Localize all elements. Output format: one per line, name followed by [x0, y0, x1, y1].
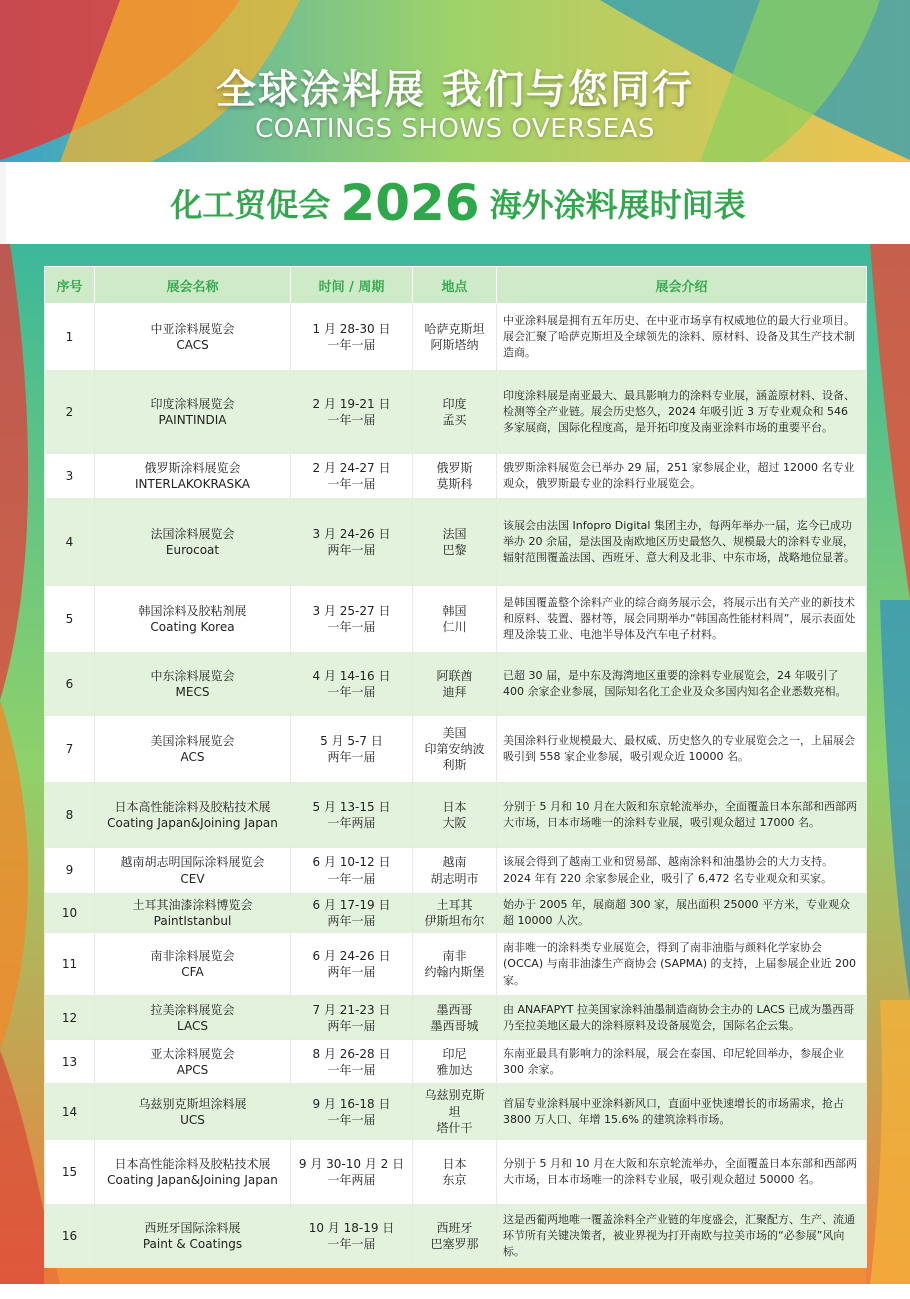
- cell-date: [291, 783, 413, 848]
- cell-name: [95, 848, 291, 894]
- location-country: 俄罗斯: [436, 460, 473, 475]
- exhibition-description: 始办于 2005 年，展商超 300 家，展出面积 25000 平方米，专业观众超 10000 人次。: [503, 898, 850, 928]
- location-city: 迪拜: [442, 685, 467, 699]
- cell-date: [291, 304, 413, 371]
- location-country: 土耳其: [436, 898, 473, 912]
- cell-description: [497, 499, 867, 586]
- row-number: 11: [61, 957, 78, 972]
- exhibition-name-cn: 越南胡志明国际涂料展览会: [120, 855, 265, 870]
- cell-date: [291, 1140, 413, 1205]
- exhibition-date: 9 月 16-18 日: [312, 1096, 391, 1111]
- table-row: [45, 996, 867, 1040]
- location-city: 巴塞罗那: [430, 1237, 479, 1252]
- cell-description: [497, 653, 867, 716]
- row-number: 9: [65, 863, 74, 878]
- cell-name: [95, 1084, 291, 1140]
- location-country: 墨西哥: [436, 1002, 473, 1017]
- location-country: 阿联酋: [436, 668, 473, 683]
- cell-location: [413, 716, 497, 783]
- location-city: 约翰内斯堡: [424, 965, 485, 980]
- location-country: 美国: [442, 725, 467, 740]
- cell-number: [45, 1205, 95, 1268]
- exhibition-date: 6 月 10-12 日: [312, 855, 391, 870]
- cell-date: [291, 586, 413, 653]
- exhibition-name-cn: 拉美涂料展览会: [150, 1002, 235, 1017]
- location-city: 巴黎: [442, 543, 467, 557]
- table-row: [45, 1205, 867, 1268]
- cell-location: [413, 933, 497, 996]
- exhibition-description: 该展会得到了越南工业和贸易部、越南涂料和油墨协会的大力支持。2024 年有 220 余家参展企业，吸引了 6,472 名专业观众和买家。: [503, 855, 833, 885]
- exhibition-description: 东南亚最具有影响力的涂料展，展会在泰国、印尼轮回举办，参展企业 300 余家。: [503, 1046, 844, 1076]
- table-row: [45, 783, 867, 848]
- table-row: [45, 716, 867, 783]
- cell-name: [95, 499, 291, 586]
- exhibition-date: 3 月 25-27 日: [312, 603, 391, 618]
- cell-description: [497, 1140, 867, 1205]
- cell-location: [413, 1205, 497, 1268]
- exhibition-description: 是韩国覆盖整个涂料产业的综合商务展示会，将展示出有关产业的新技术和原料、装置、器材等，展会同期举办“韩国高性能材料周”，展示表面处理及涂装工业、电池半导体及汽车电子材料。: [503, 595, 856, 642]
- table-row: [45, 371, 867, 454]
- exhibition-name-cn: 乌兹别克斯坦涂料展: [138, 1096, 247, 1111]
- location-city: 雅加达: [436, 1062, 473, 1077]
- exhibition-description: 中亚涂料展是拥有五年历史、在中亚市场享有权威地位的最大行业项目。展会汇聚了哈萨克斯坦及全球领先的涂料、原材料、设备及其生产技术制造商。: [503, 313, 855, 360]
- location-country: 越南: [442, 855, 467, 870]
- exhibition-name-cn: 亚太涂料展览会: [150, 1046, 235, 1061]
- cell-location: [413, 996, 497, 1040]
- exhibition-cycle: 两年一届: [327, 965, 376, 980]
- exhibition-cycle: 一年两届: [327, 816, 376, 830]
- location-city: 孟买: [442, 413, 467, 427]
- exhibition-schedule-table: [44, 266, 867, 1268]
- row-number: 15: [61, 1164, 78, 1179]
- column-header: 时间 / 周期: [291, 267, 413, 304]
- exhibition-cycle: 一年一届: [327, 1062, 376, 1077]
- cell-location: [413, 1084, 497, 1140]
- table-row: [45, 1140, 867, 1205]
- cell-description: [497, 716, 867, 783]
- location-city: 墨西哥城: [430, 1018, 479, 1033]
- cell-name: [95, 933, 291, 996]
- exhibition-date: 8 月 26-28 日: [312, 1046, 391, 1061]
- exhibition-description: 这是西葡两地唯一覆盖涂料全产业链的年度盛会，汇聚配方、生产、流通环节所有关键决策者，被业界视为打开南欧与拉美市场的“必参展”风向标。: [503, 1212, 855, 1259]
- cell-name: [95, 783, 291, 848]
- exhibition-name-cn: 中亚涂料展览会: [150, 321, 235, 336]
- row-number: 14: [61, 1104, 78, 1119]
- exhibition-date: 6 月 17-19 日: [312, 898, 391, 912]
- exhibition-date: 5 月 13-15 日: [312, 799, 391, 814]
- exhibition-name-en: CEV: [180, 871, 205, 886]
- row-number: 7: [65, 741, 74, 756]
- exhibition-description: 分别于 5 月和 10 月在大阪和东京轮流举办，全面覆盖日本东部和西部两大市场，日本市场唯一的涂料专业展，吸引观众超过 50000 名。: [503, 1156, 857, 1187]
- cell-date: [291, 894, 413, 933]
- cell-date: [291, 1040, 413, 1084]
- exhibition-description: 印度涂料展是南亚最大、最具影响力的涂料专业展，涵盖原材料、设备、检测等全产业链。展会历史悠久，2024 年吸引近 3 万专业观众和 546 多家展商，国际化程度高，是开拓印度及南亚涂料市场的重要平台。: [503, 388, 855, 435]
- cell-description: [497, 1205, 867, 1268]
- column-header: 地点: [413, 267, 497, 304]
- row-number: 2: [65, 404, 74, 419]
- exhibition-name-en: ACS: [180, 750, 205, 764]
- exhibition-name-cn: 俄罗斯涂料展览会: [144, 460, 241, 475]
- exhibition-name-en: CACS: [176, 338, 209, 352]
- exhibition-name-en: PAINTINDIA: [158, 413, 227, 427]
- exhibition-name-en: MECS: [175, 685, 210, 699]
- exhibition-name-en: Paint & Coatings: [142, 1237, 243, 1252]
- exhibition-cycle: 一年一届: [327, 338, 376, 352]
- cell-location: [413, 304, 497, 371]
- exhibition-cycle: 两年一届: [327, 1018, 376, 1033]
- exhibition-cycle: 一年一届: [327, 620, 376, 634]
- cell-location: [413, 454, 497, 499]
- location-city: 印第安纳波利斯: [424, 741, 485, 773]
- cell-number: [45, 499, 95, 586]
- table-row: [45, 1040, 867, 1084]
- location-country: 印度: [442, 396, 467, 411]
- cell-number: [45, 1140, 95, 1205]
- exhibition-date: 7 月 21-23 日: [312, 1002, 391, 1017]
- cell-description: [497, 454, 867, 499]
- cell-location: [413, 499, 497, 586]
- cell-description: [497, 1040, 867, 1084]
- table-row: [45, 1084, 867, 1140]
- cell-name: [95, 1140, 291, 1205]
- cell-description: [497, 1084, 867, 1140]
- cell-number: [45, 783, 95, 848]
- cell-number: [45, 894, 95, 933]
- cell-date: [291, 1205, 413, 1268]
- location-city: 仁川: [442, 620, 467, 634]
- cell-location: [413, 848, 497, 894]
- exhibition-date: 4 月 14-16 日: [312, 668, 391, 683]
- table-row: [45, 586, 867, 653]
- cell-number: [45, 848, 95, 894]
- exhibition-date: 9 月 30-10 月 2 日: [298, 1156, 405, 1171]
- exhibition-cycle: 一年一届: [327, 477, 376, 491]
- cell-number: [45, 933, 95, 996]
- location-city: 莫斯科: [436, 477, 473, 491]
- exhibition-name-en: Coating Korea: [150, 620, 235, 634]
- cell-name: [95, 586, 291, 653]
- cell-name: [95, 1040, 291, 1084]
- row-number: 16: [61, 1228, 78, 1243]
- cell-date: [291, 454, 413, 499]
- cell-location: [413, 894, 497, 933]
- row-number: 12: [61, 1010, 78, 1025]
- location-city: 伊斯坦布尔: [424, 914, 485, 929]
- exhibition-name-en: LACS: [177, 1018, 208, 1033]
- location-city: 胡志明市: [430, 871, 479, 886]
- location-country: 法国: [442, 526, 467, 541]
- hero-banner: [0, 0, 910, 162]
- cell-date: [291, 716, 413, 783]
- exhibition-cycle: 一年一届: [327, 871, 376, 886]
- exhibition-name-cn: 土耳其油漆涂料博览会: [132, 898, 253, 912]
- cell-description: [497, 996, 867, 1040]
- cell-location: [413, 783, 497, 848]
- row-number: 13: [61, 1054, 78, 1069]
- cell-description: [497, 783, 867, 848]
- row-number: 8: [65, 807, 74, 822]
- location-city: 东京: [442, 1173, 467, 1188]
- exhibition-cycle: 一年一届: [327, 685, 376, 699]
- table-row: [45, 499, 867, 586]
- row-number: 6: [65, 676, 74, 691]
- cell-number: [45, 1040, 95, 1084]
- cell-number: [45, 716, 95, 783]
- exhibition-name-en: Coating Japan&Joining Japan: [107, 816, 278, 830]
- cell-name: [95, 304, 291, 371]
- cell-date: [291, 653, 413, 716]
- exhibition-name-cn: 西班牙国际涂料展: [144, 1220, 241, 1235]
- hero-title: 全球涂料展 我们与您同行: [216, 67, 694, 113]
- exhibition-date: 10 月 18-19 日: [308, 1220, 395, 1235]
- exhibition-description: 已超 30 届，是中东及海湾地区重要的涂料专业展览会，24 年吸引了 400 余家企业参展，国际知名化工企业及众多国内知名企业悉数亮相。: [503, 668, 847, 698]
- row-number: 5: [65, 611, 74, 626]
- exhibition-description: 南非唯一的涂料类专业展览会，得到了南非油脂与颜料化学家协会 (OCCA) 与南非油漆生产商协会 (SAPMA) 的支持，上届参展企业近 200 家。: [503, 941, 857, 987]
- table-row: [45, 653, 867, 716]
- exhibition-name-en: Eurocoat: [165, 543, 220, 557]
- exhibition-name-cn: 法国涂料展览会: [150, 526, 235, 541]
- exhibition-cycle: 两年一届: [327, 914, 376, 929]
- cell-location: [413, 1140, 497, 1205]
- location-country: 西班牙: [436, 1220, 473, 1235]
- schedule-title-band: [6, 162, 910, 244]
- location-country: 印尼: [442, 1046, 467, 1061]
- hero-subtitle: COATINGS SHOWS OVERSEAS: [255, 114, 655, 144]
- cell-description: [497, 894, 867, 933]
- exhibition-name-cn: 日本高性能涂料及胶粘技术展: [114, 1156, 271, 1171]
- exhibition-name-en: Coating Japan&Joining Japan: [107, 1173, 278, 1188]
- cell-number: [45, 996, 95, 1040]
- exhibition-description: 美国涂料行业规模最大、最权威、历史悠久的专业展览会之一，上届展会吸引到 558 家企业参展，吸引观众近 10000 名。: [503, 733, 855, 763]
- cell-name: [95, 894, 291, 933]
- cell-location: [413, 586, 497, 653]
- cell-name: [95, 1205, 291, 1268]
- cell-date: [291, 371, 413, 454]
- exhibition-date: 3 月 24-26 日: [312, 526, 391, 541]
- location-country: 日本: [442, 799, 467, 814]
- cell-date: [291, 499, 413, 586]
- exhibition-date: 5 月 5-7 日: [320, 733, 383, 748]
- exhibition-cycle: 一年一届: [327, 1237, 376, 1252]
- exhibition-name-en: UCS: [180, 1112, 205, 1127]
- exhibition-date: 1 月 28-30 日: [312, 321, 391, 336]
- cell-location: [413, 1040, 497, 1084]
- cell-number: [45, 454, 95, 499]
- cell-name: [95, 996, 291, 1040]
- cell-description: [497, 933, 867, 996]
- table-body: [45, 304, 867, 1268]
- location-city: 塔什干: [436, 1120, 473, 1135]
- table-row: [45, 304, 867, 371]
- exhibition-name-cn: 日本高性能涂料及胶粘技术展: [114, 799, 271, 814]
- cell-name: [95, 716, 291, 783]
- exhibition-description: 分别于 5 月和 10 月在大阪和东京轮流举办，全面覆盖日本东部和西部两大市场，日本市场唯一的涂料专业展，吸引观众超过 17000 名。: [503, 799, 857, 829]
- exhibition-name-cn: 南非涂料展览会: [150, 949, 235, 964]
- table-header-row: [45, 267, 867, 304]
- title-suffix: 海外涂料展时间表: [489, 186, 746, 224]
- title-year: 2026: [340, 174, 480, 232]
- exhibition-cycle: 两年一届: [327, 543, 376, 557]
- exhibition-description: 由 ANAFAPYT 拉美国家涂料油墨制造商协会主办的 LACS 已成为墨西哥乃至拉美地区最大的涂料原料及设备展览会，国际名企云集。: [503, 1002, 855, 1032]
- row-number: 3: [65, 468, 74, 483]
- exhibition-cycle: 一年一届: [327, 1112, 376, 1127]
- cell-description: [497, 371, 867, 454]
- cell-name: [95, 454, 291, 499]
- exhibition-cycle: 一年两届: [327, 1173, 376, 1188]
- exhibition-name-en: CFA: [181, 965, 204, 980]
- location-country: 哈萨克斯坦: [424, 321, 485, 336]
- exhibition-date: 6 月 24-26 日: [312, 949, 391, 964]
- row-number: 1: [65, 329, 74, 344]
- location-country: 南非: [442, 949, 467, 964]
- location-city: 阿斯塔纳: [430, 338, 479, 352]
- exhibition-name-cn: 印度涂料展览会: [150, 396, 235, 411]
- exhibition-name-cn: 美国涂料展览会: [150, 733, 235, 748]
- exhibition-name-en: APCS: [176, 1062, 209, 1077]
- location-city: 大阪: [442, 816, 467, 830]
- exhibition-description: 该展会由法国 Infopro Digital 集团主办，每两年举办一届，迄今已成功举办 20 余届，是法国及南欧地区历史最悠久、规模最大的涂料专业展，辐射范围覆盖法国、西班牙、意大利及北非、中东市场，战略地位显著。: [503, 518, 855, 565]
- cell-description: [497, 586, 867, 653]
- column-header: 展会名称: [95, 267, 291, 304]
- exhibition-description: 首届专业涂料展中亚涂料新风口，直面中亚快速增长的市场需求，抢占 3800 万人口、年增 15.6% 的建筑涂料市场。: [503, 1096, 844, 1126]
- column-header: 序号: [45, 267, 95, 304]
- exhibition-date: 2 月 19-21 日: [312, 396, 391, 411]
- column-header: 展会介绍: [497, 267, 867, 304]
- location-country: 日本: [442, 1156, 467, 1171]
- exhibition-cycle: 两年一届: [327, 750, 376, 764]
- exhibition-name-en: PaintIstanbul: [153, 914, 232, 929]
- cell-description: [497, 848, 867, 894]
- exhibition-name-cn: 中东涂料展览会: [150, 668, 235, 683]
- location-country: 韩国: [442, 603, 467, 618]
- cell-location: [413, 371, 497, 454]
- cell-name: [95, 371, 291, 454]
- table-row: [45, 933, 867, 996]
- cell-number: [45, 371, 95, 454]
- exhibition-date: 2 月 24-27 日: [312, 460, 391, 475]
- location-country: 乌兹别克斯坦: [424, 1088, 485, 1119]
- exhibition-name-en: INTERLAKOKRASKA: [134, 477, 250, 491]
- title-prefix: 化工贸促会: [170, 186, 331, 224]
- cell-date: [291, 996, 413, 1040]
- cell-date: [291, 933, 413, 996]
- exhibition-name-cn: 韩国涂料及胶粘剂展: [138, 603, 247, 618]
- cell-number: [45, 653, 95, 716]
- cell-date: [291, 848, 413, 894]
- table-row: [45, 454, 867, 499]
- cell-description: [497, 304, 867, 371]
- cell-number: [45, 586, 95, 653]
- row-number: 10: [61, 906, 78, 921]
- table-row: [45, 848, 867, 894]
- cell-number: [45, 1084, 95, 1140]
- cell-name: [95, 653, 291, 716]
- cell-number: [45, 304, 95, 371]
- cell-date: [291, 1084, 413, 1140]
- row-number: 4: [65, 534, 74, 549]
- exhibition-cycle: 一年一届: [327, 413, 376, 427]
- cell-location: [413, 653, 497, 716]
- table-row: [45, 894, 867, 933]
- exhibition-description: 俄罗斯涂料展览会已举办 29 届，251 家参展企业，超过 12000 名专业观众，俄罗斯最专业的涂料行业展览会。: [503, 460, 855, 490]
